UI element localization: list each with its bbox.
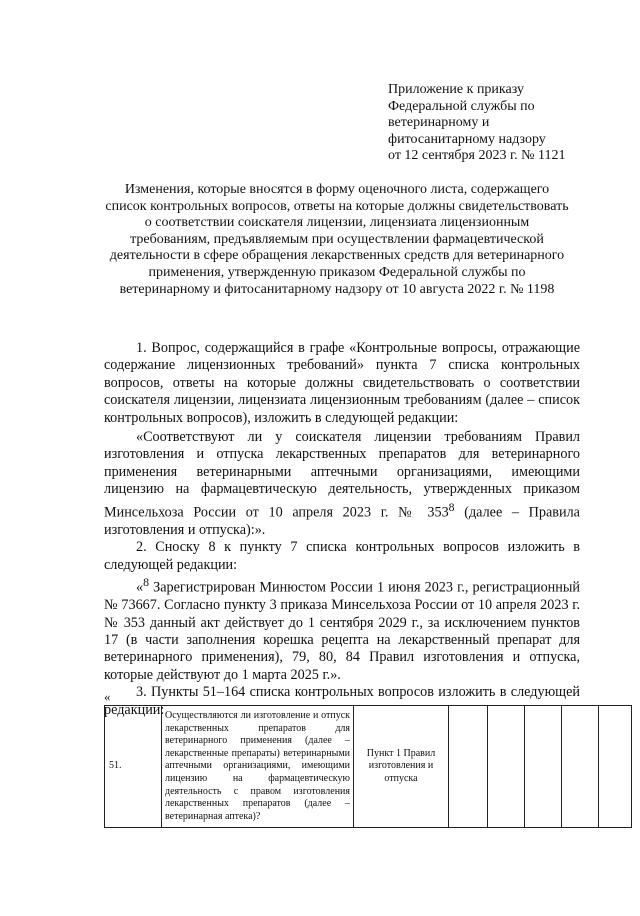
- title-line: о соответствии соискателя лицензии, лицензиата лицензионным: [144, 215, 530, 231]
- answer-cell-note: [562, 706, 599, 828]
- appendix-line: ветеринарному и: [388, 115, 490, 131]
- document-body: [104, 340, 580, 719]
- title-line: требованиям, предъявляемым при осуществлении фармацевтической: [130, 231, 544, 247]
- title-line: список контрольных вопросов, ответы на которые должны свидетельствовать: [105, 198, 569, 214]
- paragraph-5: 3. Пункты 51–164 списка контрольных вопросов изложить в следующей редакции:: [104, 684, 580, 718]
- paragraph-3: 2. Сноску 8 к пункту 7 списка контрольных вопросов изложить в следующей редакции:: [104, 539, 580, 573]
- title-line: ветеринарному и фитосанитарному надзору от 10 августа 2022 г. № 1198: [119, 281, 555, 297]
- paragraph-1: 1. Вопрос, содержащийся в графе «Контрольные вопросы, отражающие содержание лицензионных требований» пункта 7 списка контрольных вопросов, ответы на которые должны свидетельствовать о соответствии соискателя лицензии, лицензиата лицензионным требованиям (далее – список контрольных вопросов), изложить в следующей редакции:: [104, 340, 580, 426]
- answer-cell-yes: [449, 706, 488, 828]
- table-open-quote: «: [104, 689, 111, 704]
- table-row: [105, 706, 632, 828]
- answer-cell-no: [488, 706, 525, 828]
- paragraph-2-text: «Соответствуют ли у соискателя лицензии требованиям Правил изготовления и отпуска лекарственных препаратов для ветеринарного применения ветеринарными аптечными организациями, имеющими лицензию на фармацевтическую деятельность, утвержденных приказом Минсельхоза России от 10 апреля 2023 г. № 353: [104, 429, 580, 521]
- paragraph-2: [104, 429, 580, 539]
- footnote-text: Зарегистрирован Минюстом России 1 июня 2023 г., регистрационный № 73667. Согласно пункту 3 приказа Минсельхоза России от 10 апреля 2023 г. № 353 данный акт действует до 1 сентября 2029 г., за исключением пунктов 17 (в части заполнения корешка рецепта на лекарственный препарат для ветеринарного применения), 79, 80, 84 Правил изготовления и отпуска, которые действуют до 1 марта 2025 г.».: [104, 579, 580, 683]
- answer-cell-na: [525, 706, 562, 828]
- checklist-table: [104, 705, 632, 828]
- appendix-line: Федеральной службы по: [388, 98, 535, 114]
- title-line: Изменения, которые вносятся в форму оценочного листа, содержащего: [124, 182, 550, 197]
- footnote-ref: 8: [448, 499, 455, 514]
- paragraph-2-tail: (далее – Правила изготовления и отпуска):».: [104, 504, 580, 538]
- title-line: применения, утвержденную приказом Федеральной службы по: [148, 264, 526, 280]
- appendix-line: фитосанитарному надзору: [388, 131, 546, 147]
- row-reference: Пункт 1 Правил изготовления и отпуска: [354, 706, 449, 828]
- appendix-line: от 12 сентября 2023 г. № 1121: [388, 148, 566, 164]
- row-question: Осуществляются ли изготовление и отпуск лекарственных препаратов для ветеринарного применения (далее – лекарственные препараты) ветеринарными аптечными организациями, имеющими лицензию на фармацевтическую деятельность с правом изготовления лекарственных препаратов (далее – ветеринарная аптека)?: [162, 706, 354, 828]
- appendix-line: Приложение к приказу: [388, 82, 524, 97]
- footnote-open-quote: «: [136, 579, 144, 596]
- title-line: деятельности в сфере обращения лекарственных средств для ветеринарного: [109, 248, 565, 264]
- paragraph-4: [104, 574, 580, 684]
- footnote-number: 8: [143, 575, 150, 590]
- appendix-header: [388, 82, 608, 165]
- row-number: 51.: [105, 706, 162, 828]
- answer-cell-extra: [599, 706, 632, 828]
- document-title: [80, 182, 594, 298]
